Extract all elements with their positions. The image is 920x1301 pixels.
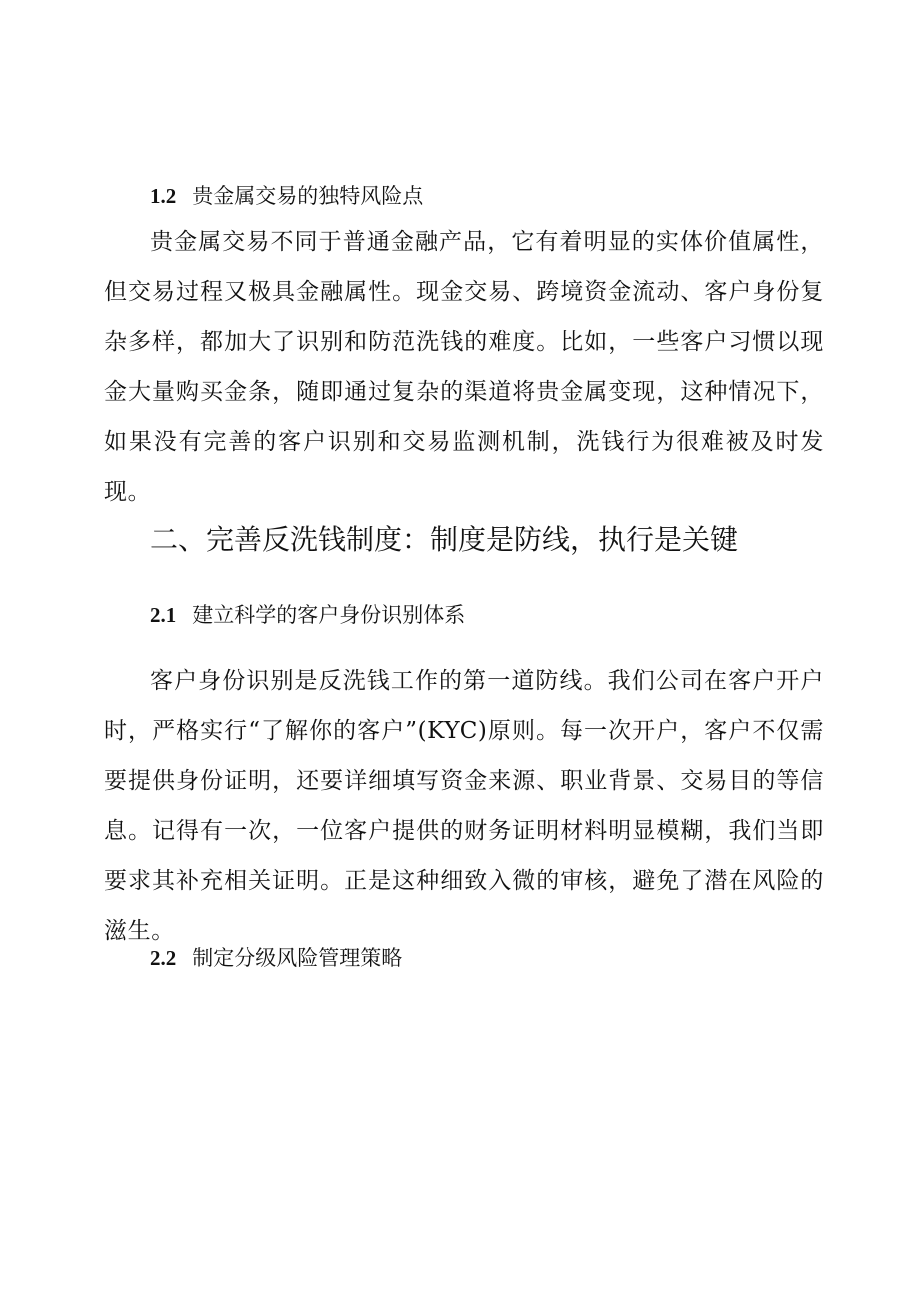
section-1-2-paragraph: 贵金属交易不同于普通金融产品，它有着明显的实体价值属性，但交易过程又极具金融属性。现金交易、跨境资金流动、客户身份复杂多样，都加大了识别和防范洗钱的难度。比如，一些客户习惯以现金大量购买金条，随即通过复杂的渠道将贵金属变现，这种情况下，如果没有完善的客户识别和交易监测机制，洗钱行为很难被及时发现。	[104, 229, 824, 505]
section-title: 贵金属交易的独特风险点	[192, 184, 424, 208]
section-number: 1.2	[150, 184, 177, 208]
chapter-2-heading: 二、完善反洗钱制度：制度是防线，执行是关键	[150, 523, 739, 556]
section-number: 2.2	[150, 946, 177, 970]
section-title: 制定分级风险管理策略	[192, 946, 403, 970]
section-number: 2.1	[150, 603, 177, 627]
section-1-2-heading	[150, 181, 423, 211]
section-2-2-heading	[150, 943, 402, 973]
section-2-1-heading	[150, 600, 465, 630]
section-2-1-paragraph: 客户身份识别是反洗钱工作的第一道防线。我们公司在客户开户时，严格实行“了解你的客户”(KYC)原则。每一次开户，客户不仅需要提供身份证明，还要详细填写资金来源、职业背景、交易目的等信息。记得有一次，一位客户提供的财务证明材料明显模糊，我们当即要求其补充相关证明。正是这种细致入微的审核，避免了潜在风险的滋生。	[104, 668, 824, 944]
section-title: 建立科学的客户身份识别体系	[192, 603, 466, 627]
